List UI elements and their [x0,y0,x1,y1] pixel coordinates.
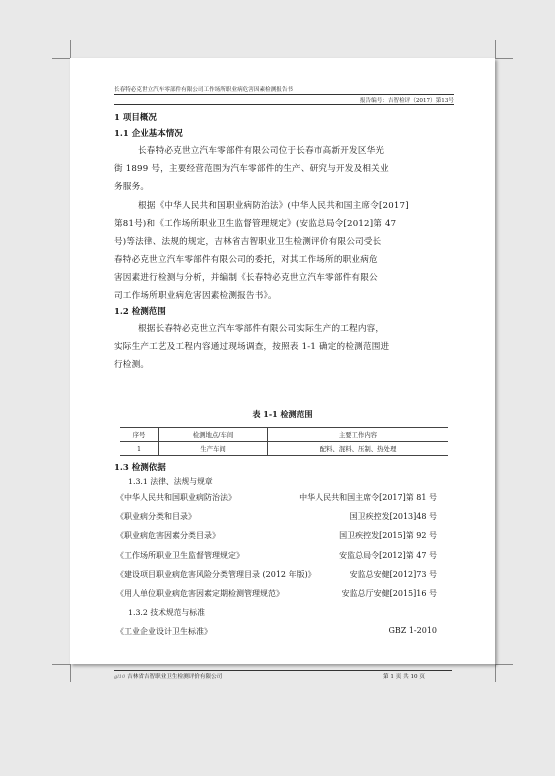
header-title: 长春特必克世立汽车零部件有限公司工作场所职业病危害因素检测报告书 [114,87,294,93]
paragraph-line: 春特必克世立汽车零部件有限公司的委托，对其工作场所的职业病危 [114,255,378,265]
footer-rule [114,670,452,671]
table-header-cell: 序号 [120,428,159,442]
document-page [70,58,495,680]
header-rule-2 [114,104,454,105]
reference-name: 《中华人民共和国职业病防治法》 [116,493,236,502]
paragraph-line: 根据《中华人民共和国职业病防治法》(中华人民共和国主席令[2017] [138,201,409,211]
section-1-3-heading: 1.3 检测依据 [114,463,166,473]
standard-code: GBZ 1-2010 [388,626,437,635]
paragraph-line: 号)等法律、法规的规定，吉林省吉智职业卫生检测评价有限公司受长 [114,237,382,247]
section-1-heading: 1 项目概况 [114,113,157,123]
detection-scope-table [120,427,448,456]
table-caption: 表 1-1 检测范围 [252,409,313,419]
table-cell: 1 [120,442,159,456]
paragraph-line: 长春特必克世立汽车零部件有限公司位于长春市高新开发区华光 [138,146,385,156]
reference-code: 安监总安健[2012]73 号 [349,570,437,579]
reference-name: 《职业病分类和目录》 [116,512,196,521]
paragraph-line: 街 1899 号，主要经营范围为汽车零部件的生产、研究与开发及相关业 [114,164,389,174]
table-cell: 生产车间 [159,442,268,456]
paragraph-line: 司工作场所职业病危害因素检测报告书》。 [114,291,277,301]
reference-name: 《工作场所职业卫生监督管理规定》 [116,551,244,560]
table-header-cell: 检测地点/车间 [159,428,268,442]
table-header-row [120,428,448,442]
section-1-2-heading: 1.2 检测范围 [114,307,166,317]
paragraph-line: 实际生产工艺及工程内容通过现场调查，按照表 1-1 确定的检测范围进 [114,342,390,352]
subsection-1-3-1: 1.3.1 法律、法规与规章 [128,477,213,486]
reference-name: 《职业病危害因素分类目录》 [116,531,220,540]
footer-org-name: 吉林省吉智职业卫生检测评价有限公司 [127,674,223,680]
paragraph-line: 行检测。 [114,360,150,370]
paragraph-line: 务服务。 [114,182,150,192]
standard-name: 《工业企业设计卫生标准》 [116,627,212,636]
reference-code: 国卫疾控发[2013]48 号 [349,512,437,521]
page-number: 第 1 页 共 10 页 [383,674,425,680]
reference-code: 国卫疾控发[2015]第 92 号 [339,531,437,540]
paragraph-line: 害因素进行检测与分析，并编制《长春特必克世立汽车零部件有限公 [114,273,378,283]
reference-name: 《建设项目职业病危害风险分类管理目录 (2012 年版)》 [116,570,316,579]
subsection-1-3-2: 1.3.2 技术规范与标准 [128,608,205,617]
paragraph-line: 根据长春特必克世立汽车零部件有限公司实际生产的工程内容， [138,324,385,334]
table-row [120,442,448,456]
company-logo: gl10 [114,674,126,680]
reference-code: 安监总厅安健[2015]16 号 [341,589,437,598]
footer-org [114,672,222,680]
table-header-cell: 主要工作内容 [268,428,449,442]
paragraph-line: 第81号)和《工作场所职业卫生监督管理规定》(安监总局令[2012]第 47 [114,219,397,229]
report-number: 报告编号：吉智检评（2017）第13号 [359,98,454,104]
reference-code: 安监总局令[2012]第 47 号 [339,551,437,560]
table-cell: 配料、混料、压制、热处理 [268,442,449,456]
section-1-1-heading: 1.1 企业基本情况 [114,129,183,139]
reference-name: 《用人单位职业病危害因素定期检测管理规范》 [116,589,284,598]
header-rule [114,94,454,95]
reference-code: 中华人民共和国主席令[2017]第 81 号 [299,493,437,502]
